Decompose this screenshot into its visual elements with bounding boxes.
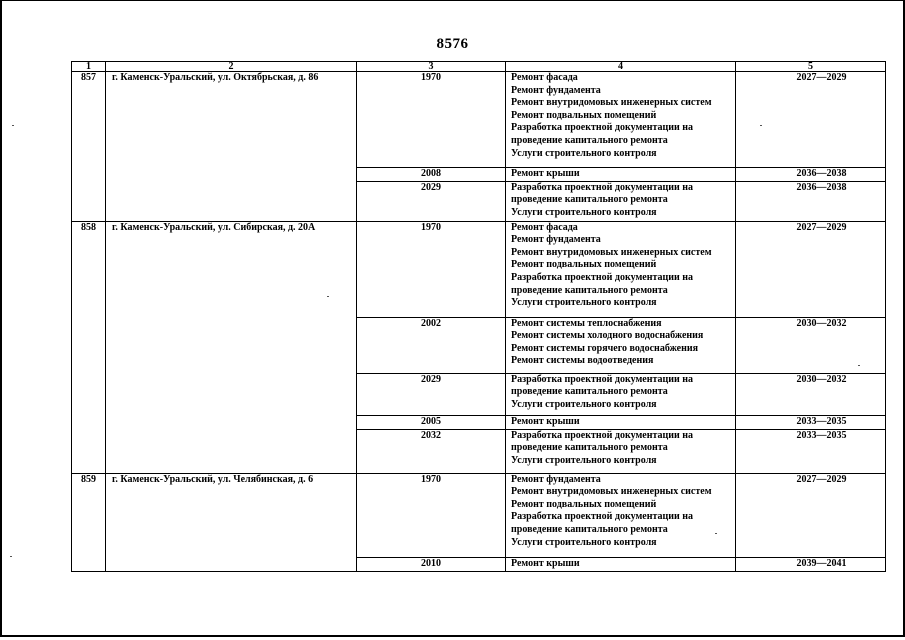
year-cell: 2002 [357,317,506,373]
works-cell [506,317,736,373]
scan-speck [327,296,329,297]
work-item: Разработка проектной документации на [511,429,694,441]
work-item: Ремонт системы теплоснабжения [511,317,662,329]
work-item: проведение капитального ремонта [511,523,668,535]
work-item: Услуги строительного контроля [511,398,657,410]
building-number: 857 [72,72,106,222]
building-address: г. Каменск-Уральский, ул. Челябинская, д. 6 [106,473,357,571]
column-header-5: 5 [736,62,886,72]
year-cell: 1970 [357,72,506,168]
work-item: Ремонт подвальных помещений [511,109,657,121]
work-item: Ремонт крыши [511,557,580,569]
page-number: 8576 [436,36,469,52]
year-cell: 2005 [357,415,506,429]
work-item: Ремонт фундамента [511,84,601,96]
period-cell: 2030—2032 [736,317,886,373]
works-cell [506,221,736,317]
column-header-1: 1 [72,62,106,72]
scan-speck [858,365,860,366]
year-cell: 2029 [357,181,506,221]
work-item: проведение капитального ремонта [511,442,668,454]
works-cell [506,72,736,168]
work-item: Разработка проектной документации на [511,373,694,385]
building-number: 859 [72,473,106,571]
period-cell: 2027—2029 [736,221,886,317]
works-cell [506,373,736,415]
works-cell [506,557,736,571]
capital-repair-table [71,61,886,572]
year-cell: 2032 [357,429,506,473]
work-item: Ремонт крыши [511,415,580,427]
period-cell: 2030—2032 [736,373,886,415]
building-address: г. Каменск-Уральский, ул. Сибирская, д. 20А [106,221,357,473]
work-item: Услуги строительного контроля [511,454,657,466]
year-cell: 1970 [357,221,506,317]
works-cell [506,415,736,429]
period-cell: 2033—2035 [736,429,886,473]
work-item: Ремонт внутридомовых инженерных систем [511,97,712,109]
work-item: Ремонт фасада [511,221,578,233]
year-cell: 1970 [357,473,506,557]
table-header-row [72,62,886,72]
work-item: проведение капитального ремонта [511,194,668,206]
year-cell: 2029 [357,373,506,415]
work-item: Ремонт системы холодного водоснабжения [511,330,704,342]
year-cell: 2010 [357,557,506,571]
period-cell: 2036—2038 [736,181,886,221]
column-header-2: 2 [106,62,357,72]
work-item: Ремонт фундамента [511,234,601,246]
work-item: Ремонт подвальных помещений [511,498,657,510]
work-item: Ремонт подвальных помещений [511,259,657,271]
work-item: проведение капитального ремонта [511,134,668,146]
table-row [72,221,886,317]
work-item: Ремонт фасада [511,72,578,83]
scan-speck [10,556,12,557]
work-item: Ремонт крыши [511,168,580,179]
column-header-4: 4 [506,62,736,72]
works-cell [506,429,736,473]
works-cell [506,181,736,221]
scan-speck [715,533,717,534]
column-header-3: 3 [357,62,506,72]
work-item: Услуги строительного контроля [511,206,657,218]
work-item: Ремонт внутридомовых инженерных систем [511,246,712,258]
period-cell: 2027—2029 [736,72,886,168]
year-cell: 2008 [357,168,506,182]
building-address: г. Каменск-Уральский, ул. Октябрьская, д. 86 [106,72,357,222]
work-item: Ремонт внутридомовых инженерных систем [511,486,712,498]
work-item: Разработка проектной документации на [511,181,694,193]
work-item: проведение капитального ремонта [511,284,668,296]
scan-speck [12,125,14,126]
work-item: Ремонт системы горячего водоснабжения [511,342,699,354]
works-cell [506,168,736,182]
period-cell: 2027—2029 [736,473,886,557]
scan-speck [760,125,762,126]
work-item: Ремонт фундамента [511,473,601,485]
table-row [72,473,886,557]
work-item: Разработка проектной документации на [511,271,694,283]
table-row [72,72,886,168]
works-cell [506,473,736,557]
work-item: проведение капитального ремонта [511,386,668,398]
work-item: Услуги строительного контроля [511,147,657,159]
work-item: Разработка проектной документации на [511,511,694,523]
work-item: Разработка проектной документации на [511,122,694,134]
period-cell: 2033—2035 [736,415,886,429]
work-item: Ремонт системы водоотведения [511,355,654,367]
period-cell: 2036—2038 [736,168,886,182]
building-number: 858 [72,221,106,473]
period-cell: 2039—2041 [736,557,886,571]
work-item: Услуги строительного контроля [511,297,657,309]
work-item: Услуги строительного контроля [511,536,657,548]
